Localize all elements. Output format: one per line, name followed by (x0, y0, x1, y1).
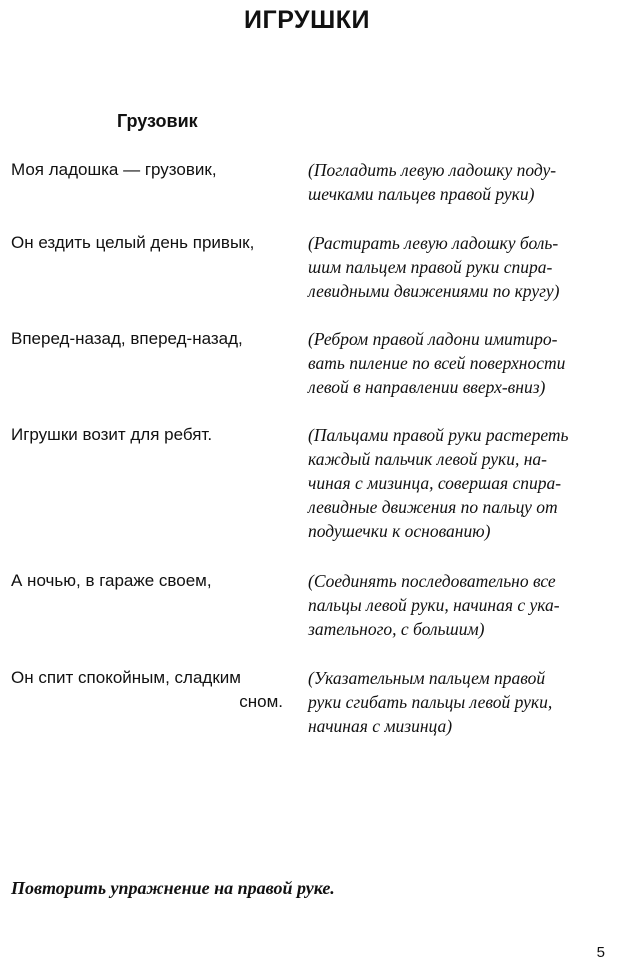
verse-text: А ночью, в гараже своем, (11, 571, 212, 590)
page-title: ИГРУШКИ (244, 6, 370, 34)
instruction-line: вать пиление по всей поверхности (308, 353, 566, 373)
verse-text-continued: сном. (239, 692, 283, 711)
instruction-line: шим пальцем правой руки спира- (308, 257, 553, 277)
instruction-line: (Указательным пальцем правой (308, 668, 546, 688)
instruction-line: начиная с мизинца) (308, 716, 453, 736)
instruction-3 (308, 327, 608, 399)
verse-text: Игрушки возит для ребят. (11, 425, 213, 444)
verse-text: Он спит спокойным, сладким (11, 668, 241, 687)
instruction-6 (308, 666, 608, 738)
footer-note: Повторить упражнение на правой руке. (11, 878, 335, 898)
instruction-4 (308, 423, 608, 543)
instruction-line: руки сгибать пальцы левой руки, (308, 692, 553, 712)
instruction-line: левидными движениями по кругу) (308, 281, 560, 301)
section-subtitle: Грузовик (117, 111, 198, 131)
verse-line-6 (11, 666, 283, 714)
verse-line-1 (11, 158, 283, 182)
instruction-2 (308, 231, 608, 303)
instruction-line: пальцы левой руки, начиная с ука- (308, 595, 560, 615)
instruction-line: левидные движения по пальцу от (308, 497, 558, 517)
verse-text: Он ездить целый день привык, (11, 233, 255, 252)
verse-line-5 (11, 569, 283, 593)
instruction-line: (Ребром правой ладони имитиро- (308, 329, 558, 349)
instruction-5 (308, 569, 608, 641)
instruction-line: каждый пальчик левой руки, на- (308, 449, 548, 469)
instruction-line: (Пальцами правой руки растереть (308, 425, 569, 445)
instruction-line: (Погладить левую ладошку поду- (308, 160, 557, 180)
instruction-line: (Растирать левую ладошку боль- (308, 233, 559, 253)
verse-line-3 (11, 327, 283, 351)
instruction-line: левой в направлении вверх-вниз) (308, 377, 546, 397)
verse-line-2 (11, 231, 283, 255)
instruction-line: шечками пальцев правой руки) (308, 184, 535, 204)
instruction-line: подушечки к основанию) (308, 521, 491, 541)
instruction-line: (Соединять последовательно все (308, 571, 556, 591)
verse-line-4 (11, 423, 283, 447)
verse-text: Вперед-назад, вперед-назад, (11, 329, 243, 348)
instruction-line: чиная с мизинца, совершая спира- (308, 473, 562, 493)
verse-text: Моя ладошка — грузовик, (11, 160, 217, 179)
instruction-line: зательного, с большим) (308, 619, 485, 639)
instruction-1 (308, 158, 608, 206)
page-number: 5 (596, 944, 605, 961)
